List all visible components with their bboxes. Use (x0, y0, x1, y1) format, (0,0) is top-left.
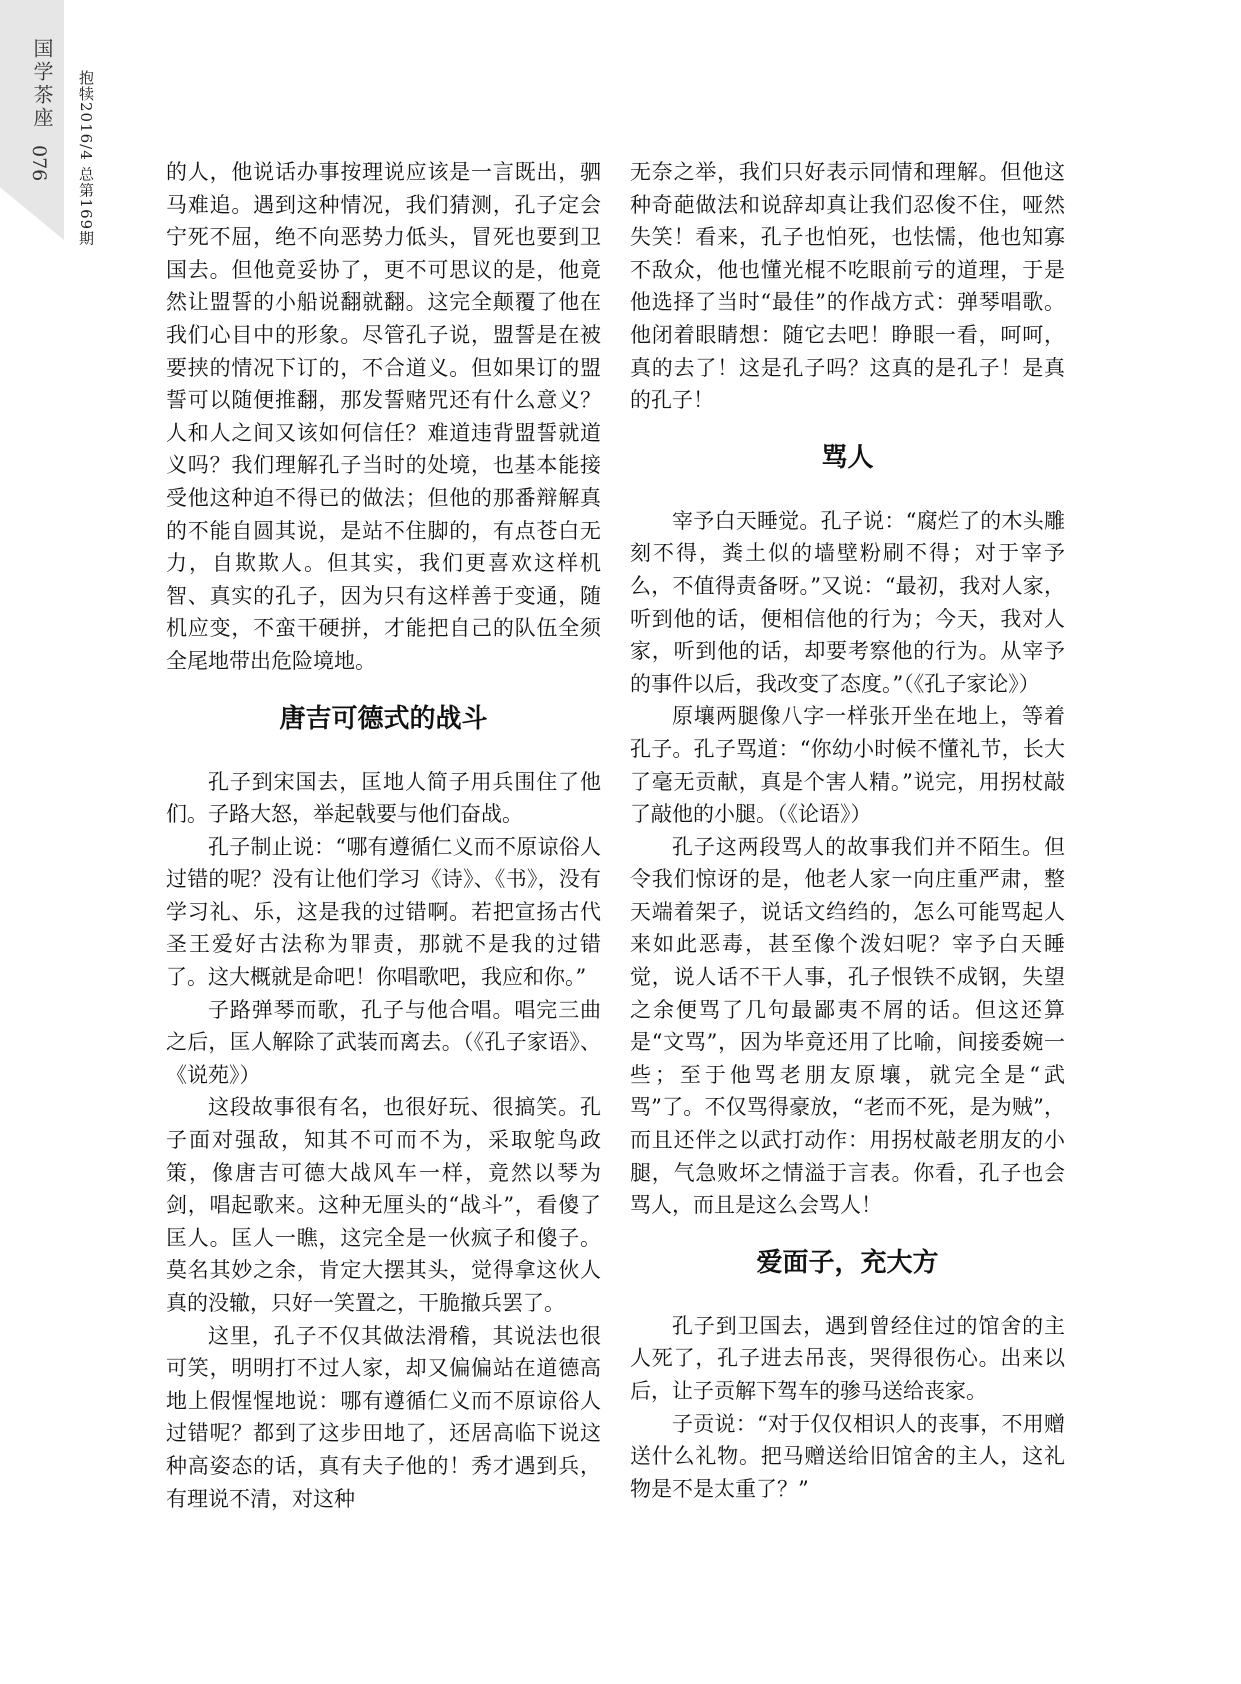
paragraph: 无奈之举，我们只好表示同情和理解。但他这种奇葩做法和说辞却真让我们忍俊不住，哑然失笑！看来，孔子也怕死，也怯懦，他也知寡不敌众，他也懂光棍不吃眼前亏的道理，于是他选择了当时“最佳”的作战方式：弹琴唱歌。他闭着眼睛想：随它去吧！睁眼一看，呵呵，真的去了！这是孔子吗？这真的是孔子！是真的孔子！ (630, 160, 1065, 413)
issue-info: 抱犊2016/4 总第169期 (77, 70, 95, 247)
paragraph: 原壤两腿像八字一样张开坐在地上，等着孔子。孔子骂道：“你幼小时候不懂礼节，长大了毫无贡献，真是个害人精。”说完，用拐杖敲了敲他的小腿。（《论语》） (630, 704, 1065, 827)
left-column (166, 156, 601, 1515)
right-column (630, 156, 1065, 1505)
page-number: 076 (28, 145, 50, 182)
paragraph: 的人，他说话办事按理说应该是一言既出，驷马难追。遇到这种情况，我们猜测，孔子定会宁死不屈，绝不向恶势力低头，冒死也要到卫国去。但他竟妥协了，更不可思议的是，他竟然让盟誓的小船说翻就翻。这完全颠覆了他在我们心目中的形象。尽管孔子说，盟誓是在被要挟的情况下订的，不合道义。但如果订的盟誓可以随便推翻，那发誓赌咒还有什么意义？人和人之间又该如何信任？难道违背盟誓就道义吗？我们理解孔子当时的处境，也基本能接受他这种迫不得已的做法；但他的那番辩解真的不能自圆其说，是站不住脚的，有点苍白无力，自欺欺人。但其实，我们更喜欢这样机智、真实的孔子，因为只有这样善于变通，随机应变，不蛮干硬拼，才能把自己的队伍全须全尾地带出危险境地。 (166, 160, 601, 673)
section-heading: 骂人 (821, 442, 874, 473)
paragraph: 孔子制止说：“哪有遵循仁义而不原谅俗人过错的呢？没有让他们学习《诗》、《书》，没有学习礼、乐，这是我的过错啊。若把宣扬古代圣王爱好古法称为罪责，那就不是我的过错了。这大概就是命吧！你唱歌吧，我应和你。” (166, 834, 601, 990)
paragraph: 宰予白天睡觉。孔子说：“腐烂了的木头雕刻不得，粪土似的墙壁粉刷不得；对于宰予么，不值得责备呀。”又说：“最初，我对人家，听到他的话，便相信他的行为；今天，我对人家，听到他的话，却要考察他的行为。从宰予的事件以后，我改变了态度。”（《孔子家论》） (630, 508, 1065, 696)
paragraph: 这段故事很有名，也很好玩、很搞笑。孔子面对强敌，知其不可而不为，采取鸵鸟政策，像唐吉可德大战风车一样，竟然以琴为剑，唱起歌来。这种无厘头的“战斗”，看傻了匡人。匡人一瞧，这完全是一伙疯子和傻子。莫名其妙之余，肯定大摆其头，觉得拿这伙人真的没辙，只好一笑置之，干脆撤兵罢了。 (166, 1095, 601, 1315)
paragraph: 孔子到宋国去，匡地人简子用兵围住了他们。子路大怒，举起戟要与他们奋战。 (166, 769, 601, 827)
paragraph: 子贡说：“对于仅仅相识人的丧事，不用赠送什么礼物。把马赠送给旧馆舍的主人，这礼物是不是太重了？” (630, 1411, 1065, 1501)
column-name: 国学茶座 (30, 38, 54, 130)
paragraph: 子路弹琴而歌，孔子与他合唱。唱完三曲之后，匡人解除了武装而离去。（《孔子家语》、《说苑》） (166, 997, 601, 1087)
paragraph: 这里，孔子不仅其做法滑稽，其说法也很可笑，明明打不过人家，却又偏偏站在道德高地上假惺惺地说：哪有遵循仁义而不原谅俗人过错呢？都到了这步田地了，还居高临下说这种高姿态的话，真有夫子他的！秀才遇到兵，有理说不清，对这种 (166, 1323, 601, 1511)
paragraph: 孔子到卫国去，遇到曾经住过的馆舍的主人死了，孔子进去吊丧，哭得很伤心。出来以后，让子贡解下驾车的骖马送给丧家。 (630, 1313, 1065, 1403)
section-heading: 爱面子，充大方 (756, 1247, 939, 1278)
paragraph: 孔子这两段骂人的故事我们并不陌生。但令我们惊讶的是，他老人家一向庄重严肃，整天端着架子，说话文绉绉的，怎么可能骂起人来如此恶毒，甚至像个泼妇呢？宰予白天睡觉，说人话不干人事，孔子恨铁不成钢，失望之余便骂了几句最鄙夷不屑的话。但这还算是“文骂”，因为毕竟还用了比喻，间接委婉一些；至于他骂老朋友原壤，就完全是“武骂”了。不仅骂得豪放，“老而不死，是为贼”，而且还伴之以武打动作：用拐杖敲老朋友的小腿，气急败坏之情溢于言表。你看，孔子也会骂人，而且是这么会骂人！ (630, 834, 1065, 1218)
section-heading: 唐吉可德式的战斗 (279, 703, 488, 734)
